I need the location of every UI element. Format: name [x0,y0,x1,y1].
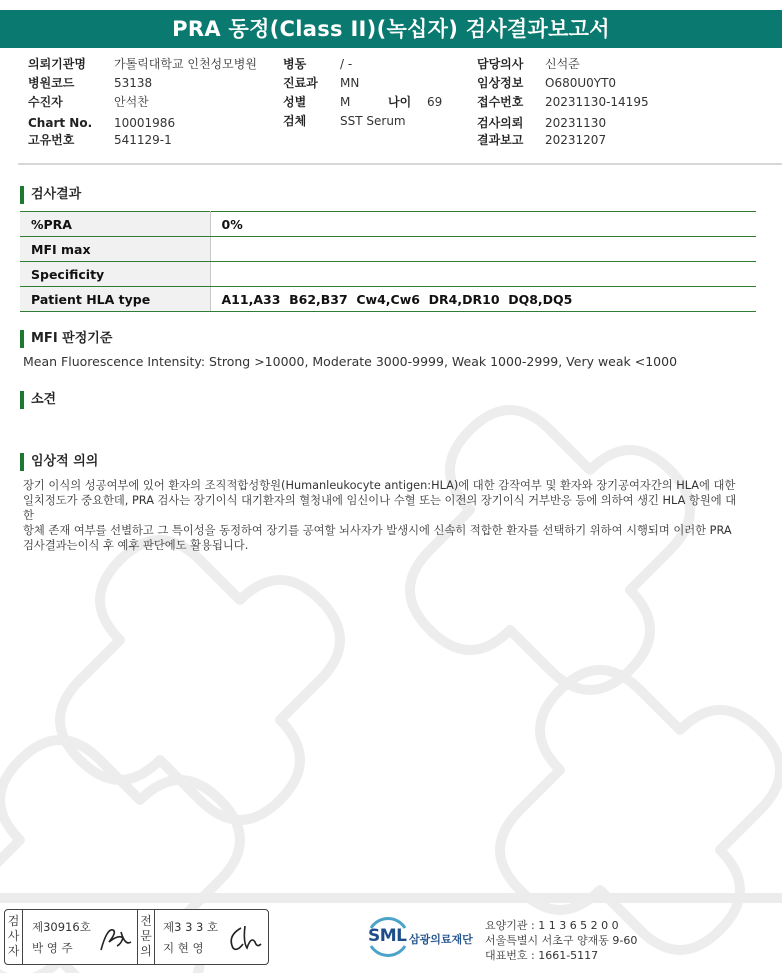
org-code: 요양기관 : 1 1 3 6 5 2 0 0 [485,919,619,932]
value-patient: 안석찬 [114,95,149,109]
signature-label-specialist: 전 문 의 [137,910,155,964]
label-institution: 의뢰기관명 [28,57,86,71]
value-age: 69 [427,95,443,109]
label-ward: 병동 [283,57,307,71]
table-row [20,287,756,312]
section-title-criteria: MFI 판정기준 [20,330,112,348]
value-report-date: 20231207 [545,133,607,147]
label-department: 진료과 [283,76,318,90]
result-value-mfi-max [210,237,756,262]
value-receipt-no: 20231130-14195 [545,95,649,109]
examiner-signature-icon [97,920,135,956]
label-hospital-code: 병원코드 [28,76,75,90]
section-title-result: 검사결과 [20,186,81,204]
table-row [20,212,756,237]
signature-label-examiner: 검 사 자 [5,910,23,964]
value-doctor: 신석준 [545,57,580,71]
specialist-license: 제3 3 3 호 [163,920,219,934]
value-ward: / - [340,57,353,71]
examiner-license: 제30916호 [32,920,91,934]
value-hospital-code: 53138 [114,76,153,90]
label-specimen: 검체 [283,114,307,128]
label-clinical-info: 임상정보 [477,76,524,90]
value-unique-no: 541129-1 [114,133,172,147]
significance-line: 일치정도가 중요한데, PRA 검사는 장기이식 대기환자의 혈청내에 임신이나 수혈 또는 이전의 장기이식 거부반응 등에 의하여 생긴 HLA 항원에 대한 [23,494,737,522]
specialist-signature-icon [225,922,263,956]
signature-box [4,909,269,965]
result-value-specificity [210,262,756,287]
value-clinical-info: O680U0YT0 [545,76,617,90]
table-row [20,262,756,287]
result-key-pra: %PRA [20,212,210,237]
criteria-text: Mean Fluorescence Intensity: Strong >10000, Moderate 3000-9999, Weak 1000-2999, Very weak <1000 [23,354,678,369]
table-row [20,237,756,262]
label-sex: 성별 [283,95,307,109]
significance-paragraph [23,478,738,553]
footer-band [0,893,782,903]
result-table [20,211,756,312]
significance-line: 검사결과는이식 후 예후 판단에도 활용됩니다. [23,539,249,552]
value-department: MN [340,76,360,90]
org-address: 서울특별시 서초구 양재동 9-60 [485,934,638,947]
report-title: PRA 동정(Class II)(녹십자) 검사결과보고서 [172,17,610,41]
label-doctor: 담당의사 [477,57,524,71]
value-sex: M [340,95,351,109]
label-receipt-no: 접수번호 [477,95,524,109]
result-key-hla-type: Patient HLA type [20,287,210,312]
value-chart-no: 10001986 [114,116,176,130]
value-request-date: 20231130 [545,116,607,130]
value-specimen: SST Serum [340,114,406,128]
sml-logo-name: 삼광의료재단 [409,933,473,946]
examiner-name: 박 영 주 [32,941,73,955]
specialist-name: 지 현 영 [163,941,204,955]
label-report-date: 결과보고 [477,133,524,147]
result-key-specificity: Specificity [20,262,210,287]
significance-line: 항체 존재 여부를 선별하고 그 특이성을 동정하여 장기를 공여할 뇌사자가 발생시에 신속히 적합한 환자를 선택하기 위하여 시행되며 이러한 PRA [23,524,732,537]
significance-line: 장기 이식의 성공여부에 있어 환자의 조직적합성항원(Humanleukocyte antigen:HLA)에 대한 감작여부 및 환자와 장기공여자간의 HLA에 대한 [23,479,736,492]
label-chart-no: Chart No. [28,116,93,130]
section-title-significance: 임상적 의의 [20,453,98,471]
label-request-date: 검사의뢰 [477,116,524,130]
label-age: 나이 [388,95,412,109]
section-title-opinion: 소견 [20,391,56,409]
result-key-mfi-max: MFI max [20,237,210,262]
sml-logo-mark: SML [368,926,407,946]
label-patient: 수진자 [28,95,63,109]
result-value-hla-type: A11,A33 B62,B37 Cw4,Cw6 DR4,DR10 DQ8,DQ5 [210,287,756,312]
result-value-pra: 0% [210,212,756,237]
header-separator [18,163,782,165]
label-unique-no: 고유번호 [28,133,75,147]
org-phone: 대표번호 : 1661-5117 [485,949,599,962]
value-institution: 가톨릭대학교 인천성모병원 [114,57,257,71]
